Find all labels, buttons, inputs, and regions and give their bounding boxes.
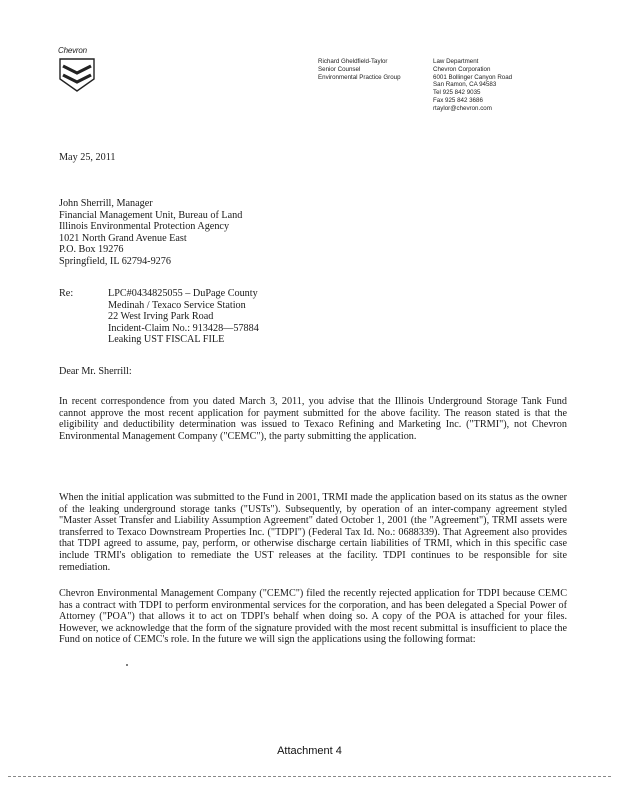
re-line: Leaking UST FISCAL FILE — [108, 334, 225, 346]
chevron-emblem-icon — [58, 57, 96, 93]
sender-title: Senior Counsel — [318, 65, 361, 73]
company-tel: Tel 925 842 9035 — [433, 89, 481, 97]
company-address-block — [433, 58, 512, 113]
re-subject — [108, 288, 259, 346]
chevron-logo — [58, 46, 100, 92]
scan-speck — [126, 664, 128, 666]
re-line: LPC#0434825055 – DuPage County — [108, 288, 258, 299]
company-street: 6001 Bollinger Canyon Road — [433, 73, 513, 81]
recipient-line: John Sherrill, Manager — [59, 198, 153, 209]
recipient-line: 1021 North Grand Avenue East — [59, 232, 187, 244]
sender-group: Environmental Practice Group — [318, 73, 401, 81]
page-bottom-divider — [8, 776, 611, 777]
company-name: Chevron Corporation — [433, 65, 491, 73]
sender-name: Richard Gheldfield-Taylor — [318, 58, 388, 65]
recipient-line: P.O. Box 19276 — [59, 244, 124, 256]
re-label: Re: — [59, 288, 74, 299]
recipient-line: Illinois Environmental Protection Agency — [59, 221, 230, 233]
re-line: Medinah / Texaco Service Station — [108, 299, 246, 311]
company-city: San Ramon, CA 94583 — [433, 81, 497, 89]
re-line: Incident-Claim No.: 913428—57884 — [108, 322, 259, 334]
recipient-address — [59, 198, 242, 268]
salutation: Dear Mr. Sherrill: — [59, 366, 132, 377]
company-fax: Fax 925 842 3686 — [433, 96, 483, 104]
department: Law Department — [433, 58, 479, 65]
company-email: rtaylor@chevron.com — [433, 104, 492, 112]
recipient-line: Financial Management Unit, Bureau of Land — [59, 209, 243, 221]
logo-wordmark: Chevron — [58, 46, 87, 55]
body-paragraph: When the initial application was submitted to the Fund in 2001, TRMI made the application based on its status as the owner of the leaking underground storage tanks ("USTs"). Subsequently, by operation of an inter-company agreement styled "Master Asset Transfer and Liability Assumption Agreement" dated October 1, 2001 (the "Agreement"), TRMI assets were transferred to Texaco Downstream Properties Inc. ("TDPI") (Federal Tax Id. No.: 0688339). That Agreement also provides that TDPI agreed to assume, pay, perform, or otherwise discharge certain liabilities of TRMI, which in this specific case include TRMI's obligation to remediate the UST releases at the facility. TDPI continues to be responsible for site remediation. — [59, 492, 567, 573]
sender-block — [318, 58, 401, 81]
letter-date: May 25, 2011 — [59, 152, 116, 163]
attachment-label: Attachment 4 — [277, 745, 342, 757]
body-paragraph: Chevron Environmental Management Company ("CEMC") filed the recently rejected application for TDPI because CEMC has a contract with TDPI to perform environmental services for the corporation, and has been delegated a Special Power of Attorney ("POA") that allows it to act on TDPI's behalf when doing so. A copy of the POA is attached for your files. However, we acknowledge that the form of the signature provided with the most recent submittal is insufficient to place the Fund on notice of CEMC's role. In the future we will sign the applications using the following format: — [59, 588, 567, 646]
re-line: 22 West Irving Park Road — [108, 311, 214, 323]
recipient-line: Springfield, IL 62794-9276 — [59, 255, 171, 267]
body-paragraph: In recent correspondence from you dated March 3, 2011, you advise that the Illinois Underground Storage Tank Fund cannot approve the most recent application for payment submitted for the above facility. The reason stated is that the eligibility and deductibility determination was issued to Texaco Refining and Marketing Inc. ("TRMI"), not Chevron Environmental Management Company ("CEMC"), the party submitting the application. — [59, 396, 567, 442]
